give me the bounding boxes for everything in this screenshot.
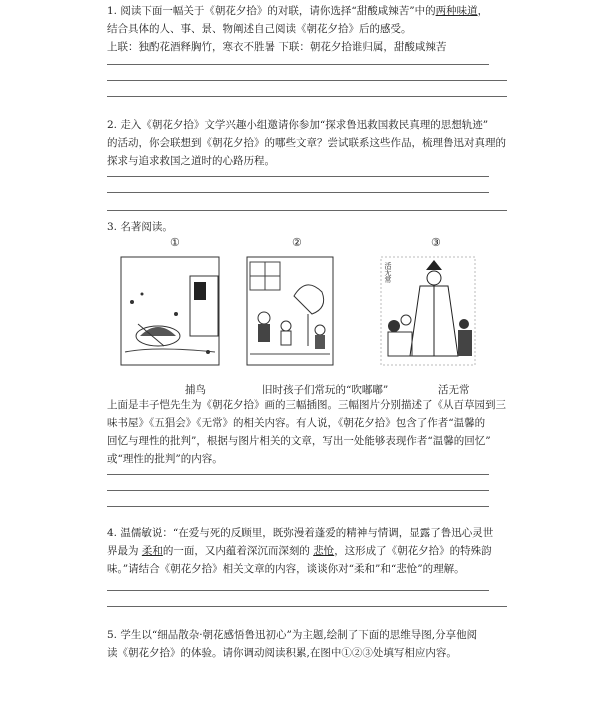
caption-2: 旧时孩子们常玩的“吹嘟嘟” [262, 384, 389, 396]
illustration-children-playing [246, 256, 334, 366]
q4-line2-pre: 界最为 [107, 545, 139, 557]
answer-line[interactable] [107, 506, 489, 507]
answer-line[interactable] [107, 606, 507, 607]
q3-body-3: 回忆与理性的批判”，根据与图片相关的文章，写出一处能够表现作者“温馨的回忆” [107, 435, 491, 447]
q3-body-1: 上面是丰子恺先生为《朝花夕拾》画的三幅插图。三幅图片分别描述了《从百草园到三 [107, 399, 506, 411]
caption-3: 活无常 [438, 384, 470, 396]
answer-line[interactable] [107, 80, 507, 81]
q1-line1-underlined: 两种味道 [435, 5, 478, 17]
answer-line[interactable] [107, 64, 489, 65]
answer-line[interactable] [107, 176, 489, 177]
catching-birds-drawing [120, 256, 220, 366]
pic3-label: ③ [431, 236, 441, 249]
q1-line1 [107, 6, 488, 17]
q4-line1: 4. 温儒敏说：“在爱与死的反顾里，既弥漫着蓬爱的精神与情调，显露了鲁迅心灵世 [107, 527, 494, 539]
pic2-label: ② [292, 236, 302, 249]
q1-line3: 上联：独酌花酒释胸竹，寒衣不胜暑 下联：朝花夕拾谁归属，甜酸咸辣苦 [107, 41, 447, 53]
q4-line2-underlined-2: 悲怆 [313, 545, 335, 557]
illustration-wuchang [380, 256, 476, 366]
answer-line[interactable] [107, 490, 489, 491]
q3-body-4: 或“理性的批判”的内容。 [107, 453, 223, 465]
answer-line[interactable] [107, 96, 507, 97]
q4-line2-post: ，这形成了《朝花夕拾》的特殊韵 [334, 545, 492, 557]
q2-line2: 的活动，你会联想到《朝花夕拾》的哪些文章？尝试联系这些作品，梳理鲁迅对真理的 [107, 137, 506, 149]
q1-line2: 结合具体的人、事、景、物阐述自己阅读《朝花夕拾》后的感受。 [107, 23, 412, 35]
q2-line1: 2. 走入《朝花夕拾》文学兴趣小组邀请你参加“探求鲁迅救国救民真理的思想轨迹” [107, 119, 489, 131]
answer-line[interactable] [107, 590, 489, 591]
answer-line[interactable] [107, 192, 489, 193]
illustration-catching-birds [120, 256, 220, 366]
answer-line[interactable] [107, 210, 507, 211]
answer-line[interactable] [107, 474, 489, 475]
wuchang-drawing [380, 256, 476, 366]
q1-line1-post: ， [477, 5, 489, 17]
q5-line1: 5. 学生以“细品散杂·朝花感悟鲁迅初心”为主题,绘制了下面的思维导图,分享他阅 [107, 629, 478, 641]
q3-body-2: 味书屋》《五猖会》《无常》的相关内容。有人说，《朝花夕拾》包含了作者“温馨的 [107, 417, 486, 429]
q4-line2-underlined-1: 柔和 [141, 545, 163, 557]
children-playing-drawing [246, 256, 334, 366]
q1-line1-pre: 1. 阅读下面一幅关于《朝花夕拾》的对联，请你选择“甜酸咸辣苦”中的 [107, 5, 436, 17]
q3-title: 3. 名著阅读。 [107, 221, 173, 233]
q2-line3: 探求与追求救国之道时的心路历程。 [107, 155, 275, 167]
pic1-label: ① [170, 236, 180, 249]
q4-line2 [107, 546, 492, 557]
q5-line2: 读《朝花夕拾》的体验。请你调动阅读积累,在图中①②③处填写相应内容。 [107, 647, 457, 659]
caption-1: 捕鸟 [185, 384, 206, 396]
pic3-inscription: 活无常 [384, 262, 392, 283]
q4-line2-mid: 的一面，又内蕴着深沉而深刻的 [162, 545, 310, 557]
q4-line3: 味。”请结合《朝花夕拾》相关文章的内容，谈谈你对“柔和”和“悲怆”的理解。 [107, 563, 465, 575]
